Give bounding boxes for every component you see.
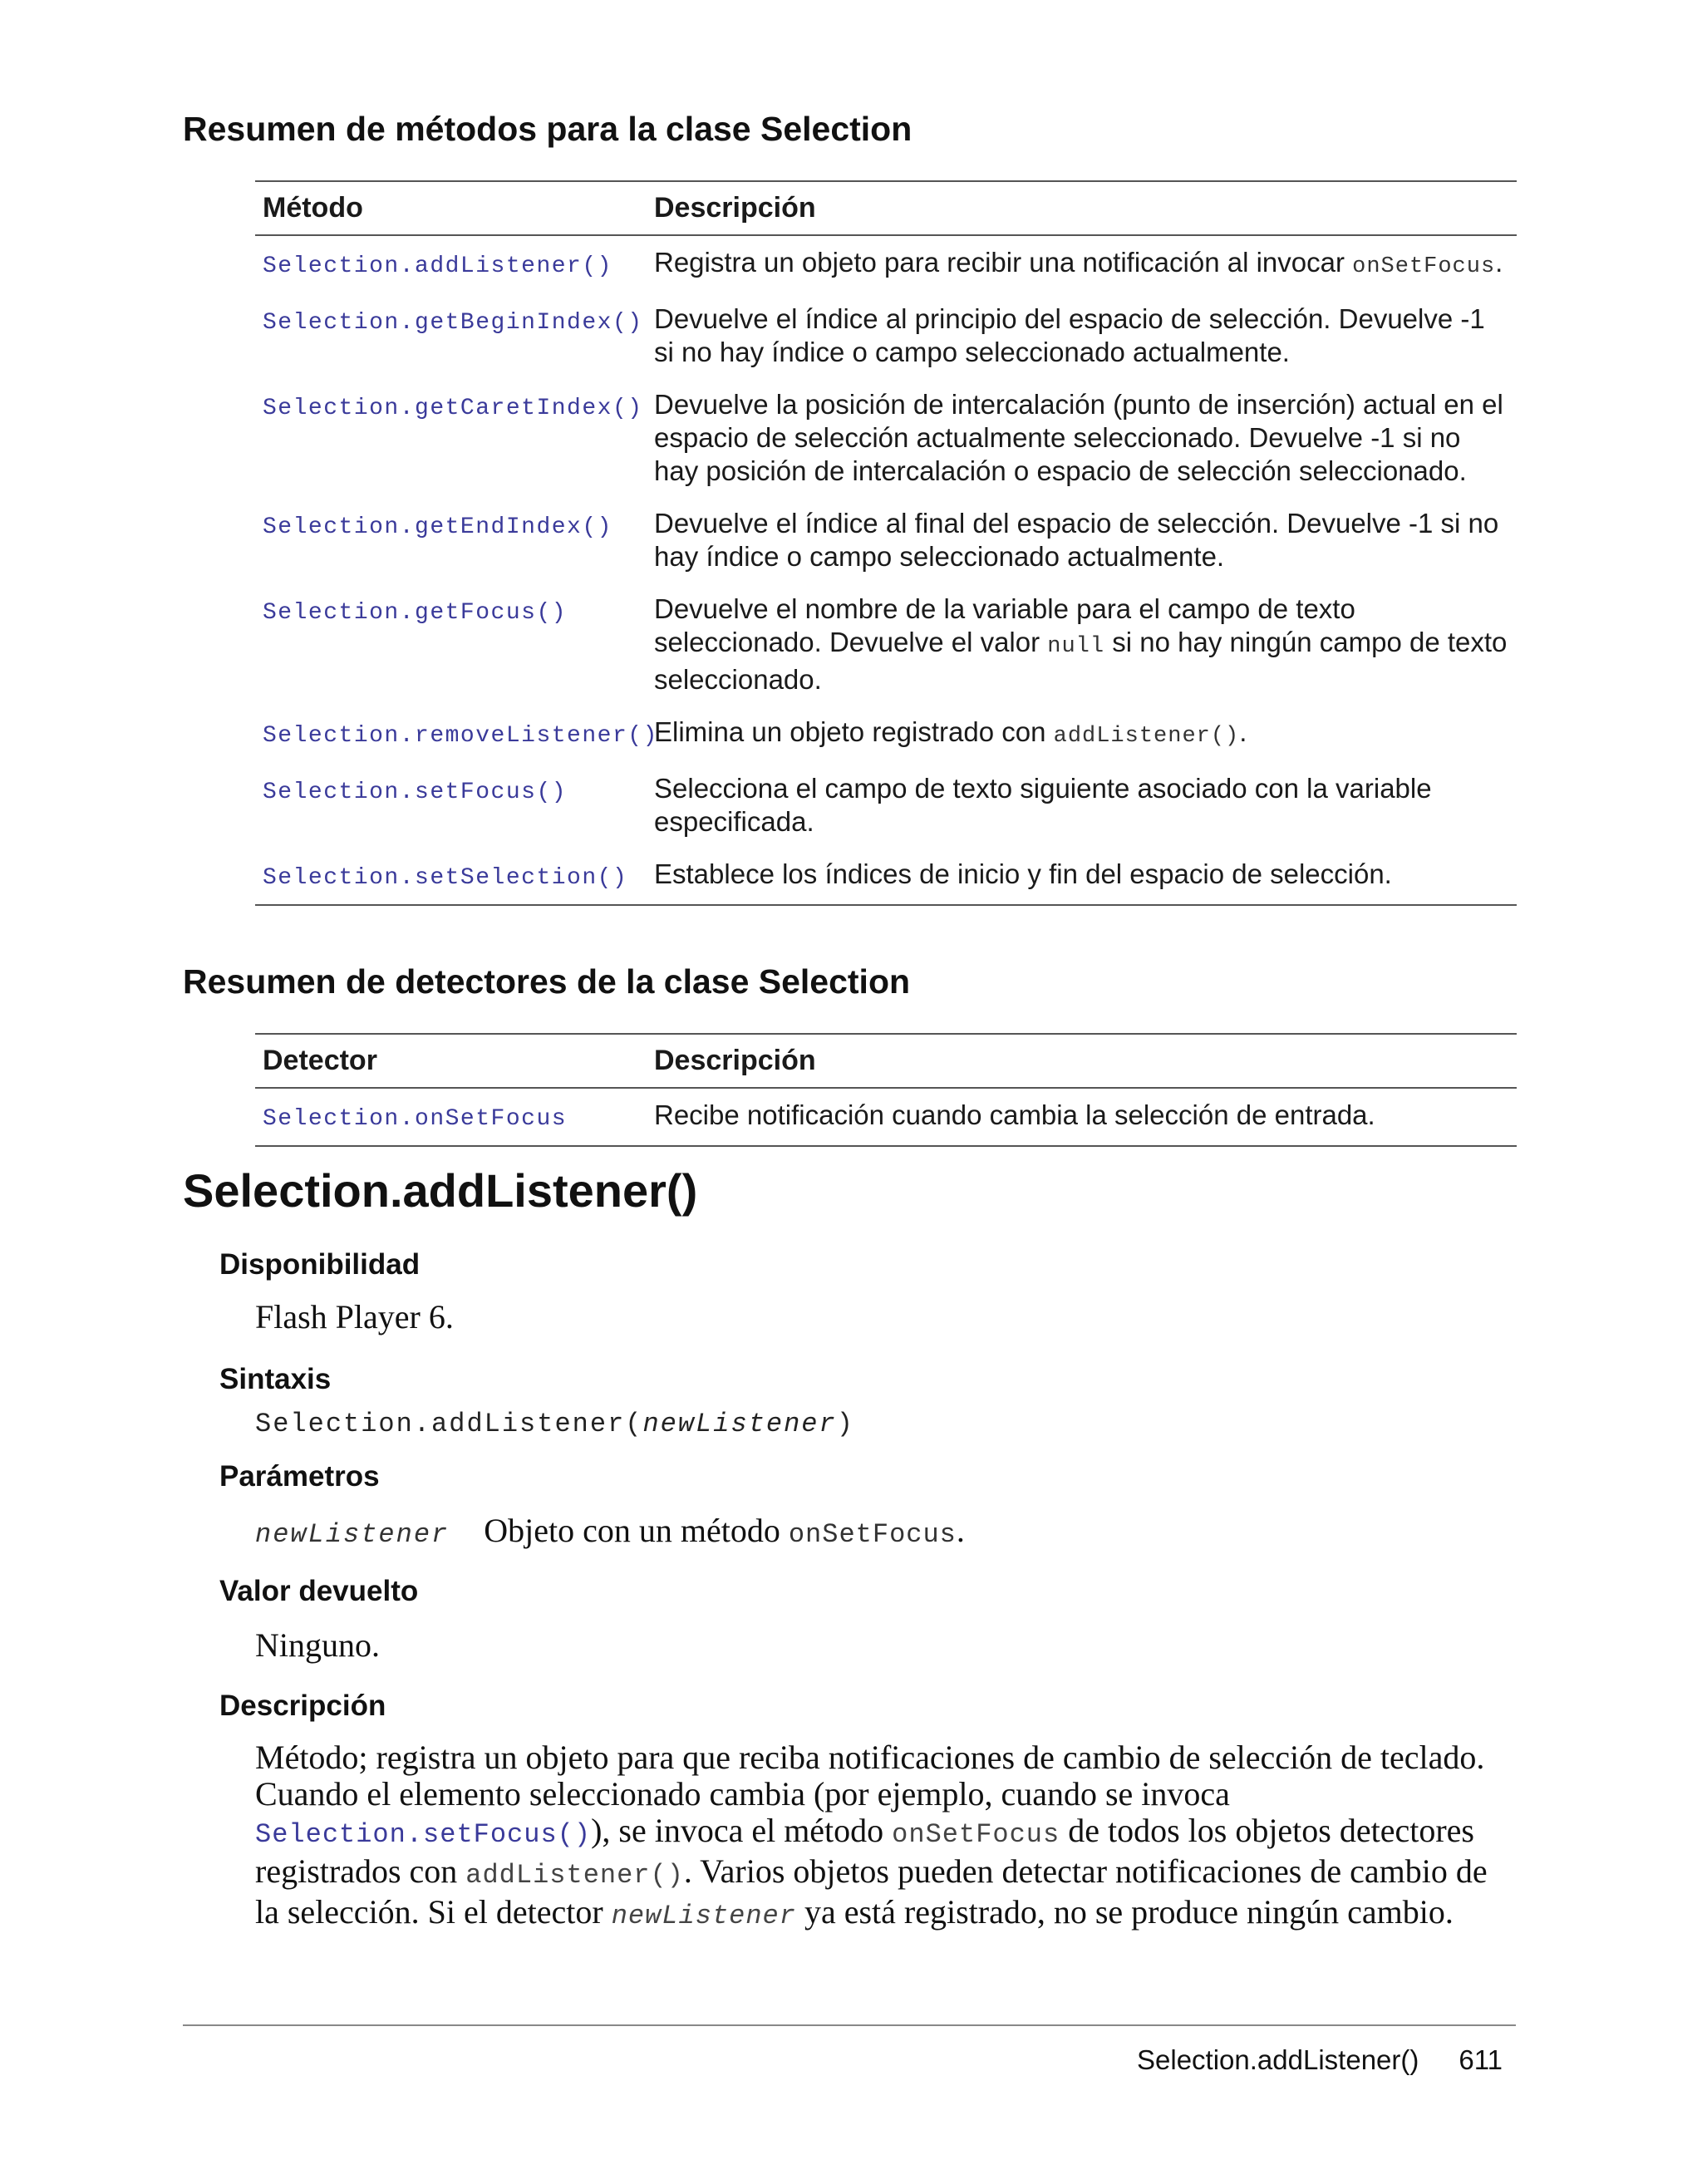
syntax-prefix: Selection.addListener( xyxy=(255,1409,643,1439)
inline-code: onSetFocus xyxy=(1352,254,1496,279)
method-cell xyxy=(255,583,647,706)
description-text: Establece los índices de inicio y fin del espacio de selección. xyxy=(654,858,1392,889)
footer-divider xyxy=(183,2024,1516,2026)
description-text: Devuelve el nombre de la variable para el campo de texto seleccionado. Devuelve el valor xyxy=(654,593,1355,657)
table-row xyxy=(255,706,1517,762)
parameters-label: Parámetros xyxy=(219,1460,380,1493)
parameter-name: newListener xyxy=(255,1519,450,1550)
listeners-table xyxy=(255,1033,1517,1147)
parameter-end: . xyxy=(956,1512,965,1549)
method-cell xyxy=(255,706,658,762)
description-text: ya está registrado, no se produce ningún cambio. xyxy=(795,1893,1454,1931)
description-label: Descripción xyxy=(219,1690,386,1722)
syntax-code xyxy=(255,1409,854,1439)
description-cell xyxy=(647,762,1517,848)
page-number: 611 xyxy=(1459,2044,1503,2075)
column-header-description: Descripción xyxy=(647,1034,1517,1088)
entry-title: Selection.addListener() xyxy=(183,1164,698,1217)
description-text: Devuelve la posición de intercalación (punto de inserción) actual en el espacio de selección actualmente seleccionado. Devuelve -1 si no hay posición de intercalación o espacio de selección seleccionado. xyxy=(654,389,1503,486)
method-link[interactable]: Selection.setSelection() xyxy=(263,865,628,891)
method-link[interactable]: Selection.removeListener() xyxy=(263,723,658,749)
inline-code-italic: newListener xyxy=(611,1901,796,1931)
description-cell xyxy=(647,848,1517,905)
column-header-detector: Detector xyxy=(255,1034,647,1088)
listeners-section-heading: Resumen de detectores de la clase Selection xyxy=(183,962,911,1001)
syntax-suffix: ) xyxy=(836,1409,854,1439)
description-cell xyxy=(647,293,1517,378)
parameter-description: Objeto con un método xyxy=(484,1512,789,1549)
table-row xyxy=(255,583,1517,706)
table-row xyxy=(255,1088,1517,1146)
returns-label: Valor devuelto xyxy=(219,1575,419,1607)
description-text: Recibe notificación cuando cambia la selección de entrada. xyxy=(654,1099,1375,1130)
method-link[interactable]: Selection.addListener() xyxy=(263,253,612,279)
syntax-label: Sintaxis xyxy=(219,1363,332,1395)
description-text: ), se invoca el método xyxy=(591,1812,893,1849)
method-cell xyxy=(255,378,647,497)
methods-section-heading: Resumen de métodos para la clase Selection xyxy=(183,110,912,148)
description-text: Método; registra un objeto para que reciba notificaciones de cambio de selección de teclado. Cuando el elemento seleccionado cambia (por ejemplo, cuando se invoca xyxy=(255,1739,1485,1813)
description-text: de todos los objetos detectores registrados con xyxy=(255,1812,1474,1890)
method-link[interactable]: Selection.getFocus() xyxy=(263,600,568,626)
description-text: . xyxy=(1495,247,1503,278)
parameter-code: onSetFocus xyxy=(788,1519,957,1550)
description-cell xyxy=(647,583,1517,706)
table-row xyxy=(255,378,1517,497)
table-row xyxy=(255,235,1517,293)
column-header-description: Descripción xyxy=(647,181,1517,235)
description-text: Registra un objeto para recibir una notificación al invocar xyxy=(654,247,1353,278)
table-row xyxy=(255,497,1517,583)
table-row xyxy=(255,848,1517,905)
method-link[interactable]: Selection.setFocus() xyxy=(255,1819,592,1850)
method-cell xyxy=(255,497,647,583)
table-row xyxy=(255,293,1517,378)
description-paragraph xyxy=(255,1739,1518,1935)
method-cell xyxy=(255,235,647,293)
inline-code: addListener() xyxy=(1053,724,1240,749)
description-text: Elimina un objeto registrado con xyxy=(654,716,1054,747)
inline-code: onSetFocus xyxy=(892,1819,1060,1850)
syntax-param: newListener xyxy=(642,1409,837,1439)
method-link[interactable]: Selection.getCaretIndex() xyxy=(263,396,643,421)
description-cell xyxy=(647,497,1517,583)
description-text: . xyxy=(1239,716,1247,747)
description-cell xyxy=(647,378,1517,497)
returns-text: Ninguno. xyxy=(255,1626,380,1664)
description-cell xyxy=(647,235,1517,293)
description-text: Devuelve el índice al final del espacio de selección. Devuelve -1 si no hay índice o campo seleccionado actualmente. xyxy=(654,508,1499,572)
availability-text: Flash Player 6. xyxy=(255,1298,454,1335)
inline-code: addListener() xyxy=(465,1860,684,1891)
description-text: si no hay ningún campo de texto seleccionado. xyxy=(654,627,1508,695)
description-text: Selecciona el campo de texto siguiente asociado con la variable especificada. xyxy=(654,773,1432,837)
method-link[interactable]: Selection.onSetFocus xyxy=(263,1106,568,1132)
method-link[interactable]: Selection.getBeginIndex() xyxy=(263,310,643,336)
methods-table xyxy=(255,180,1517,906)
availability-label: Disponibilidad xyxy=(219,1248,421,1281)
method-cell xyxy=(255,293,647,378)
column-header-method: Método xyxy=(255,181,647,235)
inline-code: null xyxy=(1047,634,1105,659)
method-cell xyxy=(255,1088,647,1146)
table-row xyxy=(255,762,1517,848)
footer-running-title: Selection.addListener() xyxy=(1137,2044,1419,2075)
method-link[interactable]: Selection.getEndIndex() xyxy=(263,514,612,540)
description-cell xyxy=(647,1088,1517,1146)
description-cell xyxy=(647,706,1517,762)
description-text: . Varios objetos pueden detectar notificaciones de cambio de la selección. Si el detector xyxy=(255,1852,1488,1931)
parameter-row xyxy=(255,1511,965,1550)
method-link[interactable]: Selection.setFocus() xyxy=(263,780,568,805)
method-cell xyxy=(255,762,647,848)
method-cell xyxy=(255,848,647,905)
page-footer xyxy=(1137,2044,1503,2076)
description-text: Devuelve el índice al principio del espacio de selección. Devuelve -1 si no hay índice o campo seleccionado actualmente. xyxy=(654,303,1485,367)
